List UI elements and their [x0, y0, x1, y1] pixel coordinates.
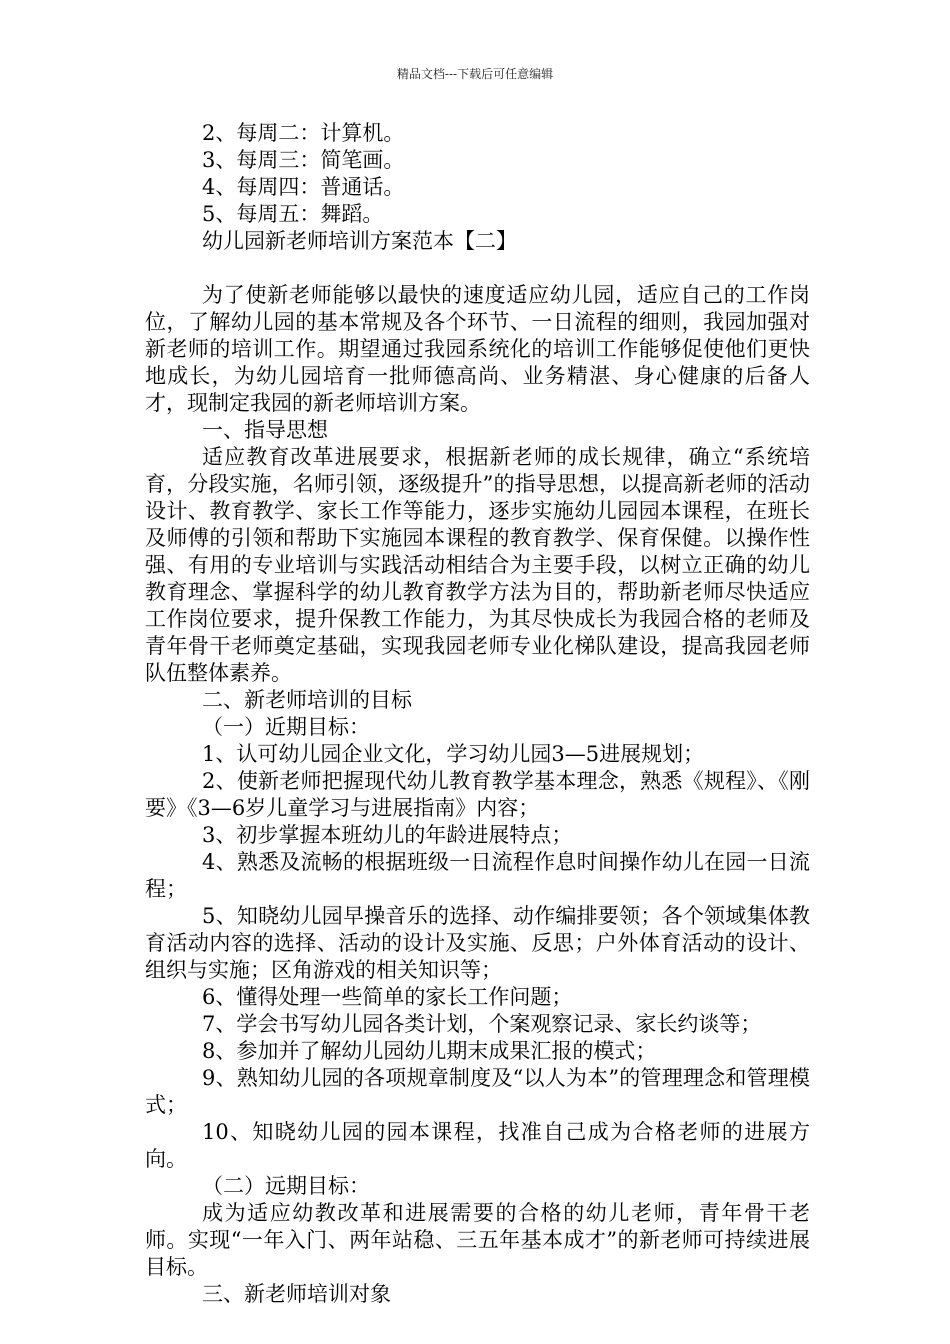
section-title: 幼儿园新老师培训方案范本【二】	[202, 229, 517, 253]
heading-training-targets: 三、新老师培训对象	[202, 1282, 391, 1306]
heading-guiding-ideology: 一、指导思想	[202, 418, 328, 442]
heading-long-term-goals: （二）远期目标：	[202, 1174, 370, 1198]
intro-paragraph: 为了使新老师能够以最快的速度适应幼儿园，适应自己的工作岗位，了解幼儿园的基本常规及各个环节、一日流程的细则，我园加强对新老师的培训工作。期望通过我园系统化的培训工作能够促使他们更快地成长，为幼儿园培育一批师德高尚、业务精湛、身心健康的后备人才，现制定我园的新老师培训方案。	[145, 283, 810, 415]
schedule-item-friday: 5、每周五：舞蹈。	[202, 202, 384, 226]
goal-item-2: 2、使新老师把握现代幼儿教育教学基本理念，熟悉《规程》、《刚要》《3—6岁儿童学习与进展指南》内容；	[145, 769, 810, 820]
goal-item-3: 3、初步掌握本班幼儿的年龄进展特点；	[202, 823, 573, 847]
schedule-item-tuesday: 2、每周二：计算机。	[202, 121, 405, 145]
page-header: 精品文档---下载后可任意编辑	[396, 67, 554, 81]
goal-item-9: 9、熟知幼儿园的各项规章制度及“以人为本”的管理理念和管理模式；	[145, 1066, 810, 1117]
heading-short-term-goals: （一）近期目标：	[202, 715, 370, 739]
goal-item-10: 10、知晓幼儿园的园本课程，找准自己成为合格老师的进展方向。	[145, 1120, 810, 1171]
goal-item-4: 4、熟悉及流畅的根据班级一日流程作息时间操作幼儿在园一日流程；	[145, 850, 810, 901]
goal-item-8: 8、参加并了解幼儿园幼儿期末成果汇报的模式；	[202, 1039, 657, 1063]
schedule-item-thursday: 4、每周四：普通话。	[202, 175, 405, 199]
blank-line	[145, 255, 810, 282]
goal-item-5: 5、知晓幼儿园早操音乐的选择、动作编排要领；各个领域集体教育活动内容的选择、活动的设计及实施、反思；户外体育活动的设计、组织与实施；区角游戏的相关知识等；	[145, 904, 810, 982]
goal-item-7: 7、学会书写幼儿园各类计划，个案观察记录、家长约谈等；	[202, 1012, 762, 1036]
document-body	[145, 120, 810, 1308]
goal-item-6: 6、懂得处理一些简单的家长工作问题；	[202, 985, 573, 1009]
heading-training-goals: 二、新老师培训的目标	[202, 688, 412, 712]
guiding-ideology-paragraph: 适应教育改革进展要求，根据新老师的成长规律，确立“系统培育，分段实施，名师引领，逐级提升”的指导思想，以提高新老师的活动设计、教育教学、家长工作等能力，逐步实施幼儿园园本课程，在班长及师傅的引领和帮助下实施园本课程的教育教学、保育保健。以操作性强、有用的专业培训与实践活动相结合为主要手段，以树立正确的幼儿教育理念、掌握科学的幼儿教育教学方法为目的，帮助新老师尽快适应工作岗位要求，提升保教工作能力，为其尽快成长为我园合格的老师及青年骨干老师奠定基础，实现我园老师专业化梯队建设，提高我园老师队伍整体素养。	[145, 445, 810, 685]
long-term-goals-paragraph: 成为适应幼教改革和进展需要的合格的幼儿老师，青年骨干老师。实现“一年入门、两年站稳、三五年基本成才”的新老师可持续进展目标。	[145, 1201, 810, 1279]
goal-item-1: 1、认可幼儿园企业文化，学习幼儿园3—5进展规划；	[202, 742, 705, 766]
schedule-item-wednesday: 3、每周三：简笔画。	[202, 148, 405, 172]
